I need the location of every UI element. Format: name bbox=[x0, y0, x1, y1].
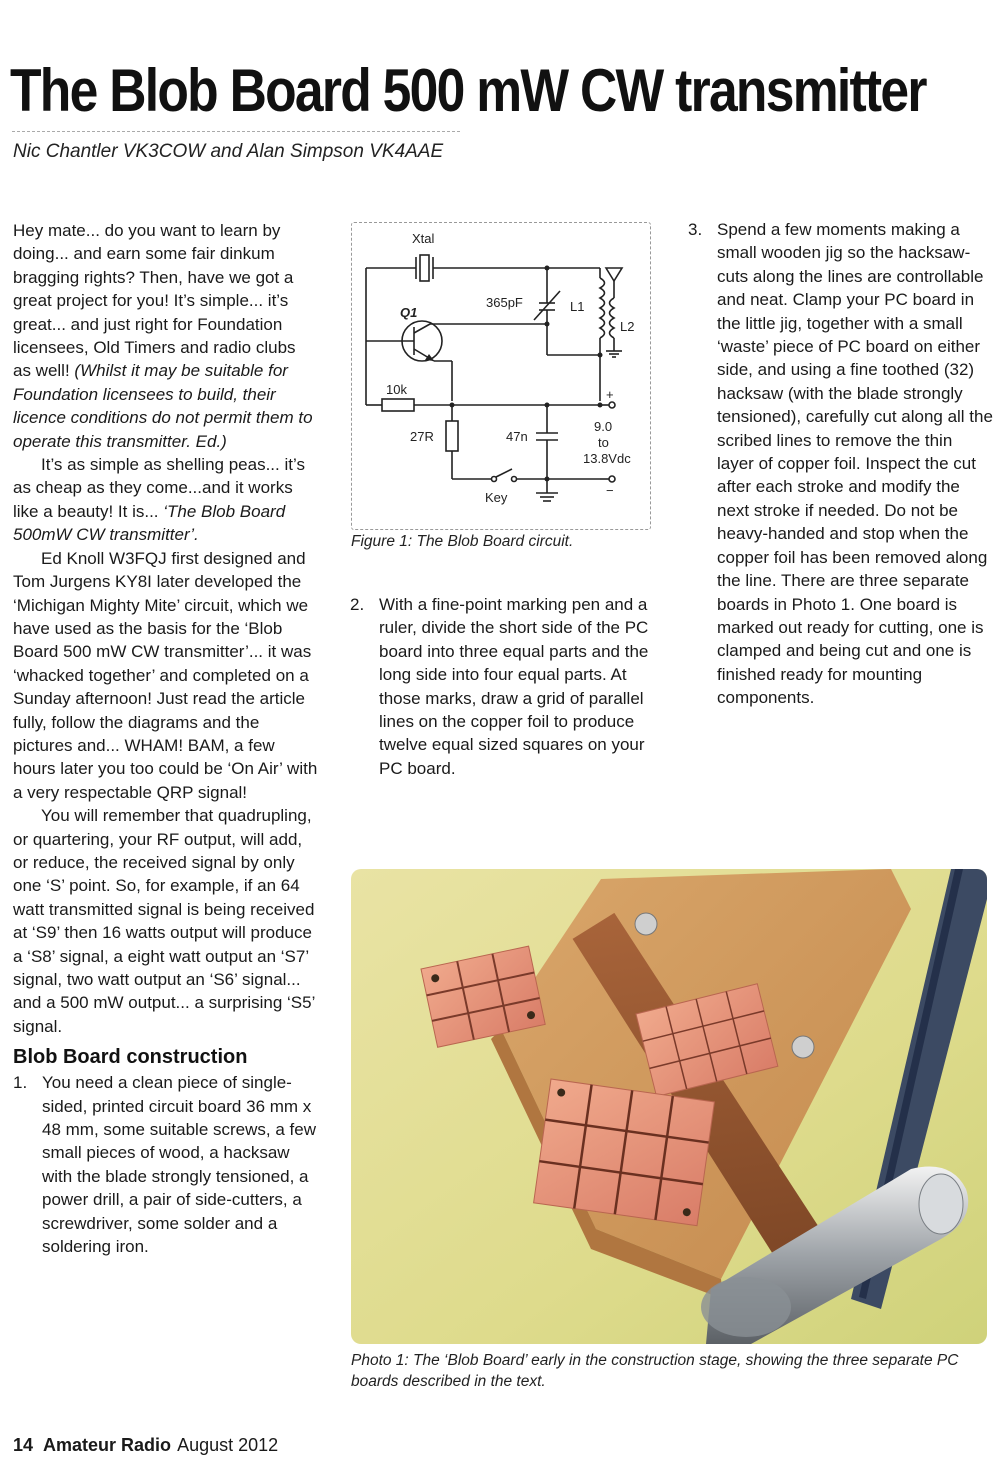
label-minus: − bbox=[606, 483, 614, 498]
page-footer bbox=[13, 1433, 278, 1457]
page-number: 14 bbox=[13, 1435, 34, 1455]
project-name: ‘The Blob Board 500mW CW transmitter’. bbox=[13, 501, 286, 545]
circuit-diagram bbox=[352, 223, 650, 529]
section-heading: Blob Board construction bbox=[13, 1046, 248, 1069]
column-2 bbox=[350, 593, 650, 780]
step-text: Spend a few moments making a small wooden jig so the hacksaw-cuts along the lines are controllable and neat. Clamp your PC board in the little jig, together with a small ‘waste’ piece of PC board on either side, and using a fine toothed (32) hacksaw (with the blade strongly tensioned), carefully cut along all the scribed lines to remove the thin layer of copper foil. Inspect the cut after each stroke and modify the next stroke if needed. Do not be heavy-handed and stop when the copper foil has been removed along the line. There are three separate boards in Photo 1. One board is marked out ready for cutting, one is clamped and being cut and one is finished ready for mounting components. bbox=[717, 220, 993, 708]
label-plus: + bbox=[606, 387, 614, 402]
label-voltage-low: 13.8Vdc bbox=[583, 451, 631, 466]
article-title: The Blob Board 500 mW CW transmitter bbox=[10, 57, 926, 124]
figure-caption: Figure 1: The Blob Board circuit. bbox=[351, 533, 574, 550]
step-number: 1. bbox=[13, 1073, 28, 1093]
label-l2: L2 bbox=[620, 319, 635, 334]
paragraph-intro bbox=[13, 219, 318, 453]
magazine-name: Amateur Radio bbox=[43, 1435, 172, 1455]
steps-list-3 bbox=[688, 218, 993, 710]
title-divider bbox=[12, 131, 460, 132]
label-q1: Q1 bbox=[400, 305, 418, 320]
intro-text: Hey mate... do you want to learn by doing... and earn some fair dinkum bragging rights? Then, have we got a great project for you! It’s simple... it’s great... and just right for Foundation licensees, Old Timers and radio clubs as well! bbox=[13, 221, 296, 381]
step-text: With a fine-point marking pen and a ruler, divide the short side of the PC board into three equal parts and the long side into four equal parts. At those marks, draw a grid of parallel lines on the copper foil to produce twelve equal sized squares on your PC board. bbox=[379, 595, 649, 778]
label-365pf: 365pF bbox=[486, 295, 523, 310]
step-number: 2. bbox=[350, 595, 365, 614]
paragraph-simple bbox=[13, 453, 318, 547]
label-xtal: Xtal bbox=[412, 231, 435, 246]
step-text: You need a clean piece of single-sided, printed circuit board 36 mm x 48 mm, some suitable screws, a few small pieces of wood, a hacksaw with the blade strongly tensioned, a power drill, a pair of side-cutters, a screwdriver, some solder and a soldering iron. bbox=[42, 1073, 316, 1257]
paragraph-s-points: You will remember that quadrupling, or quartering, your RF output, will add, or reduce, the received signal by only one ‘S’ point. So, for example, if an 64 watt transmitted signal is being received at ‘S9’ then 16 watts output will produce a ‘S8’ signal, a eight watt output an ‘S7’ signal, two watt output an ‘S6’ signal... and a 500 mW output... a surprising ‘S5’ signal. bbox=[13, 806, 315, 1036]
photo-blob-board bbox=[351, 869, 987, 1344]
step-number: 3. bbox=[688, 220, 703, 239]
step-1 bbox=[13, 1071, 318, 1258]
circuit-figure bbox=[351, 222, 651, 530]
editor-note: (Whilst it may be suitable for Foundation licensees to build, their licence conditions do not permit them to operate this transmitter. Ed.) bbox=[13, 361, 313, 451]
column-3 bbox=[688, 218, 993, 710]
label-47n: 47n bbox=[506, 429, 528, 444]
paragraph-history: Ed Knoll W3FQJ first designed and Tom Jurgens KY8I later developed the ‘Michigan Mighty Mite’ circuit, which we have used as the basis for the ‘Blob Board 500 mW CW transmitter’... it was ‘whacked together’ and completed on a Sunday afternoon! Just read the article fully, follow the diagrams and the pictures and... WHAM! BAM, a few hours later you too could be ‘On Air’ with a very respectable QRP signal! bbox=[13, 548, 318, 802]
step-3 bbox=[688, 218, 993, 710]
steps-list-1 bbox=[13, 1071, 318, 1258]
photo-illustration bbox=[351, 869, 987, 1344]
label-voltage-high: 9.0 bbox=[594, 419, 613, 434]
label-key: Key bbox=[485, 490, 508, 505]
label-voltage-to: to bbox=[598, 435, 609, 450]
steps-list-2 bbox=[350, 593, 650, 780]
step-2 bbox=[350, 593, 650, 780]
issue-date: August 2012 bbox=[177, 1435, 279, 1455]
byline: Nic Chantler VK3COW and Alan Simpson VK4AAE bbox=[13, 141, 444, 162]
simple-text: It’s as simple as shelling peas... it’s as cheap as they come...and it works like a beauty! It is... bbox=[13, 455, 305, 521]
photo-caption: Photo 1: The ‘Blob Board’ early in the construction stage, showing the three separate PC boards described in the text. bbox=[351, 1352, 959, 1390]
column-1 bbox=[13, 219, 318, 1258]
label-27r: 27R bbox=[410, 429, 434, 444]
label-10k: 10k bbox=[386, 382, 407, 397]
label-l1: L1 bbox=[570, 299, 585, 314]
